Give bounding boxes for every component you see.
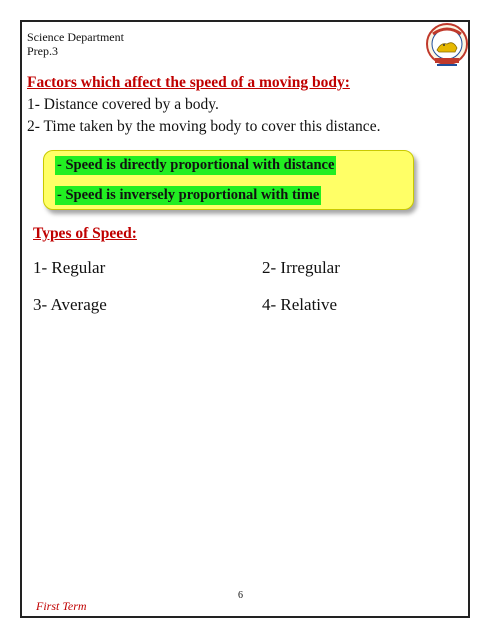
types-of-speed-heading: Types of Speed:: [33, 225, 137, 242]
factors-heading: Factors which affect the speed of a moving body:: [27, 74, 350, 91]
speed-type-item: 4- Relative: [262, 295, 338, 314]
department-label: Science Department: [27, 30, 124, 44]
speed-type-item: 2- Irregular: [262, 258, 340, 277]
term-footer: First Term: [36, 599, 87, 613]
school-crest-icon: [421, 20, 473, 72]
speed-relation-item: - Speed is inversely proportional with time: [57, 187, 320, 203]
grade-label: Prep.3: [27, 44, 58, 58]
factor-line: 1- Distance covered by a body.: [27, 96, 219, 113]
speed-type-item: 3- Average: [33, 295, 107, 314]
speed-type-item: 1- Regular: [33, 258, 106, 277]
page-number: 6: [238, 590, 243, 601]
factor-line: 2- Time taken by the moving body to cover this distance.: [27, 118, 381, 135]
speed-relation-item: - Speed is directly proportional with distance: [57, 157, 335, 173]
